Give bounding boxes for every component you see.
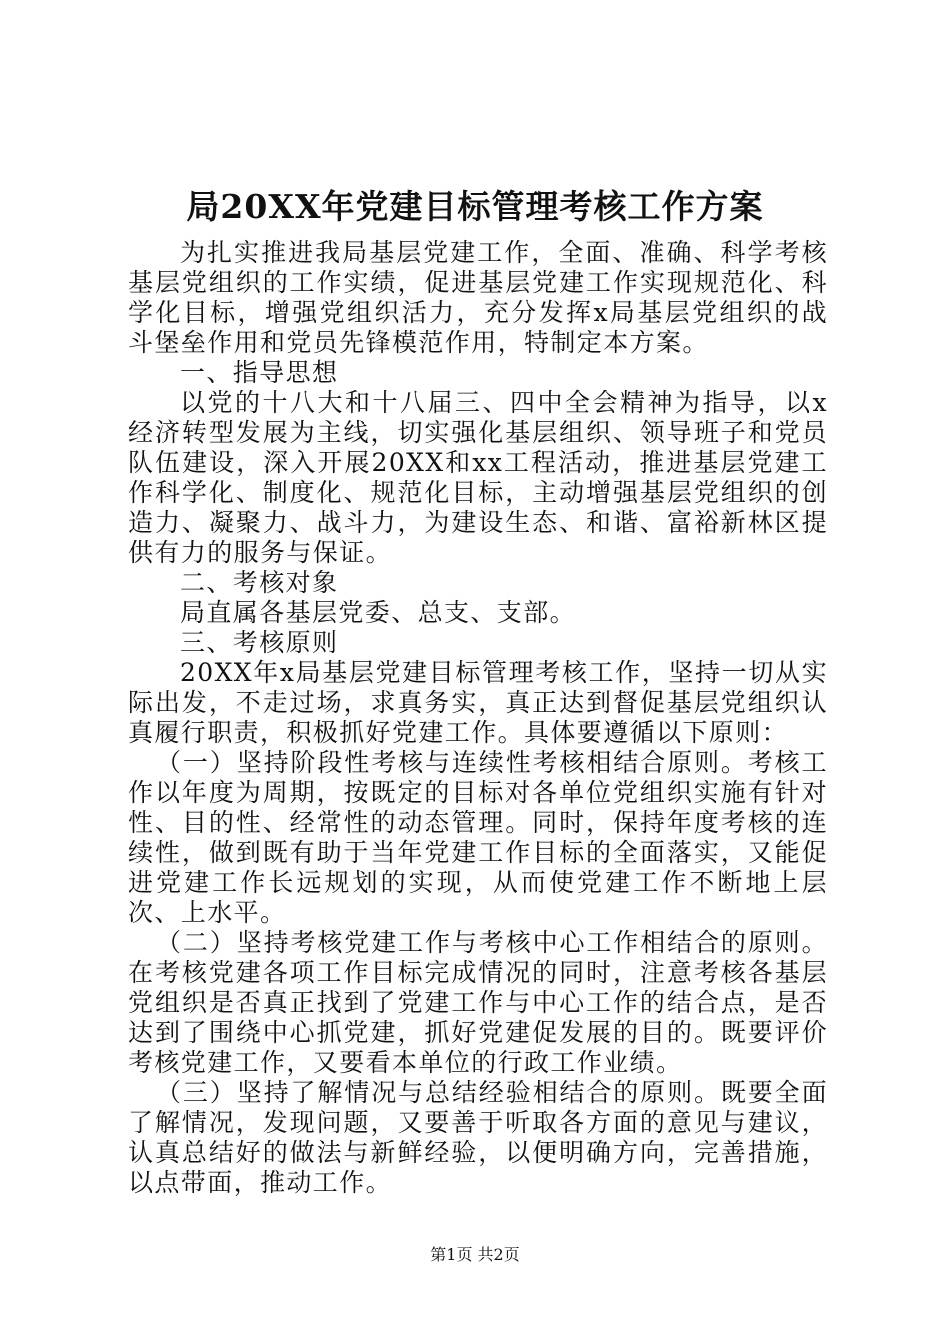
document-body [128, 238, 828, 1198]
principle-paragraph: （三）坚持了解情况与总结经验相结合的原则。既要全面了解情况，发现问题，又要善于听取各方面的意见与建议，认真总结好的做法与新鲜经验，以便明确方向，完善措施，以点带面，推动工作。 [128, 1078, 828, 1197]
principle-paragraph: （二）坚持考核党建工作与考核中心工作相结合的原则。在考核党建各项工作目标完成情况的同时，注意考核各基层党组织是否真正找到了党建工作与中心工作的结合点，是否达到了围绕中心抓党建，抓好党建促发展的目的。既要评价考核党建工作，又要看本单位的行政工作业绩。 [128, 928, 828, 1077]
section-heading: 二、考核对象 [180, 568, 339, 597]
intro-paragraph: 为扎实推进我局基层党建工作，全面、准确、科学考核基层党组织的工作实绩，促进基层党建工作实现规范化、科学化目标，增强党组织活力，充分发挥x局基层党组织的战斗堡垒作用和党员先锋模范作用，特制定本方案。 [128, 238, 828, 357]
page-number: 第1页 共2页 [430, 1245, 520, 1264]
document-title: 局20XX年党建目标管理考核工作方案 [186, 187, 764, 226]
principle-paragraph: （一）坚持阶段性考核与连续性考核相结合原则。考核工作以年度为周期，按既定的目标对各单位党组织实施有针对性、目的性、经常性的动态管理。同时，保持年度考核的连续性，做到既有助于当年党建工作目标的全面落实，又能促进党建工作长远规划的实现，从而使党建工作不断地上层次、上水平。 [128, 748, 828, 927]
body-paragraph: 局直属各基层党委、总支、支部。 [180, 598, 577, 627]
body-paragraph: 以党的十八大和十八届三、四中全会精神为指导，以x经济转型发展为主线，切实强化基层组织、领导班子和党员队伍建设，深入开展20XX和xx工程活动，推进基层党建工作科学化、制度化、规范化目标，主动增强基层党组织的创造力、凝聚力、战斗力，为建设生态、和谐、富裕新林区提供有力的服务与保证。 [128, 388, 828, 567]
section-heading: 一、指导思想 [180, 358, 339, 387]
section-heading: 三、考核原则 [180, 628, 339, 657]
body-paragraph: 20XX年x局基层党建目标管理考核工作，坚持一切从实际出发，不走过场，求真务实，真正达到督促基层党组织认真履行职责，积极抓好党建工作。具体要遵循以下原则： [128, 658, 828, 747]
